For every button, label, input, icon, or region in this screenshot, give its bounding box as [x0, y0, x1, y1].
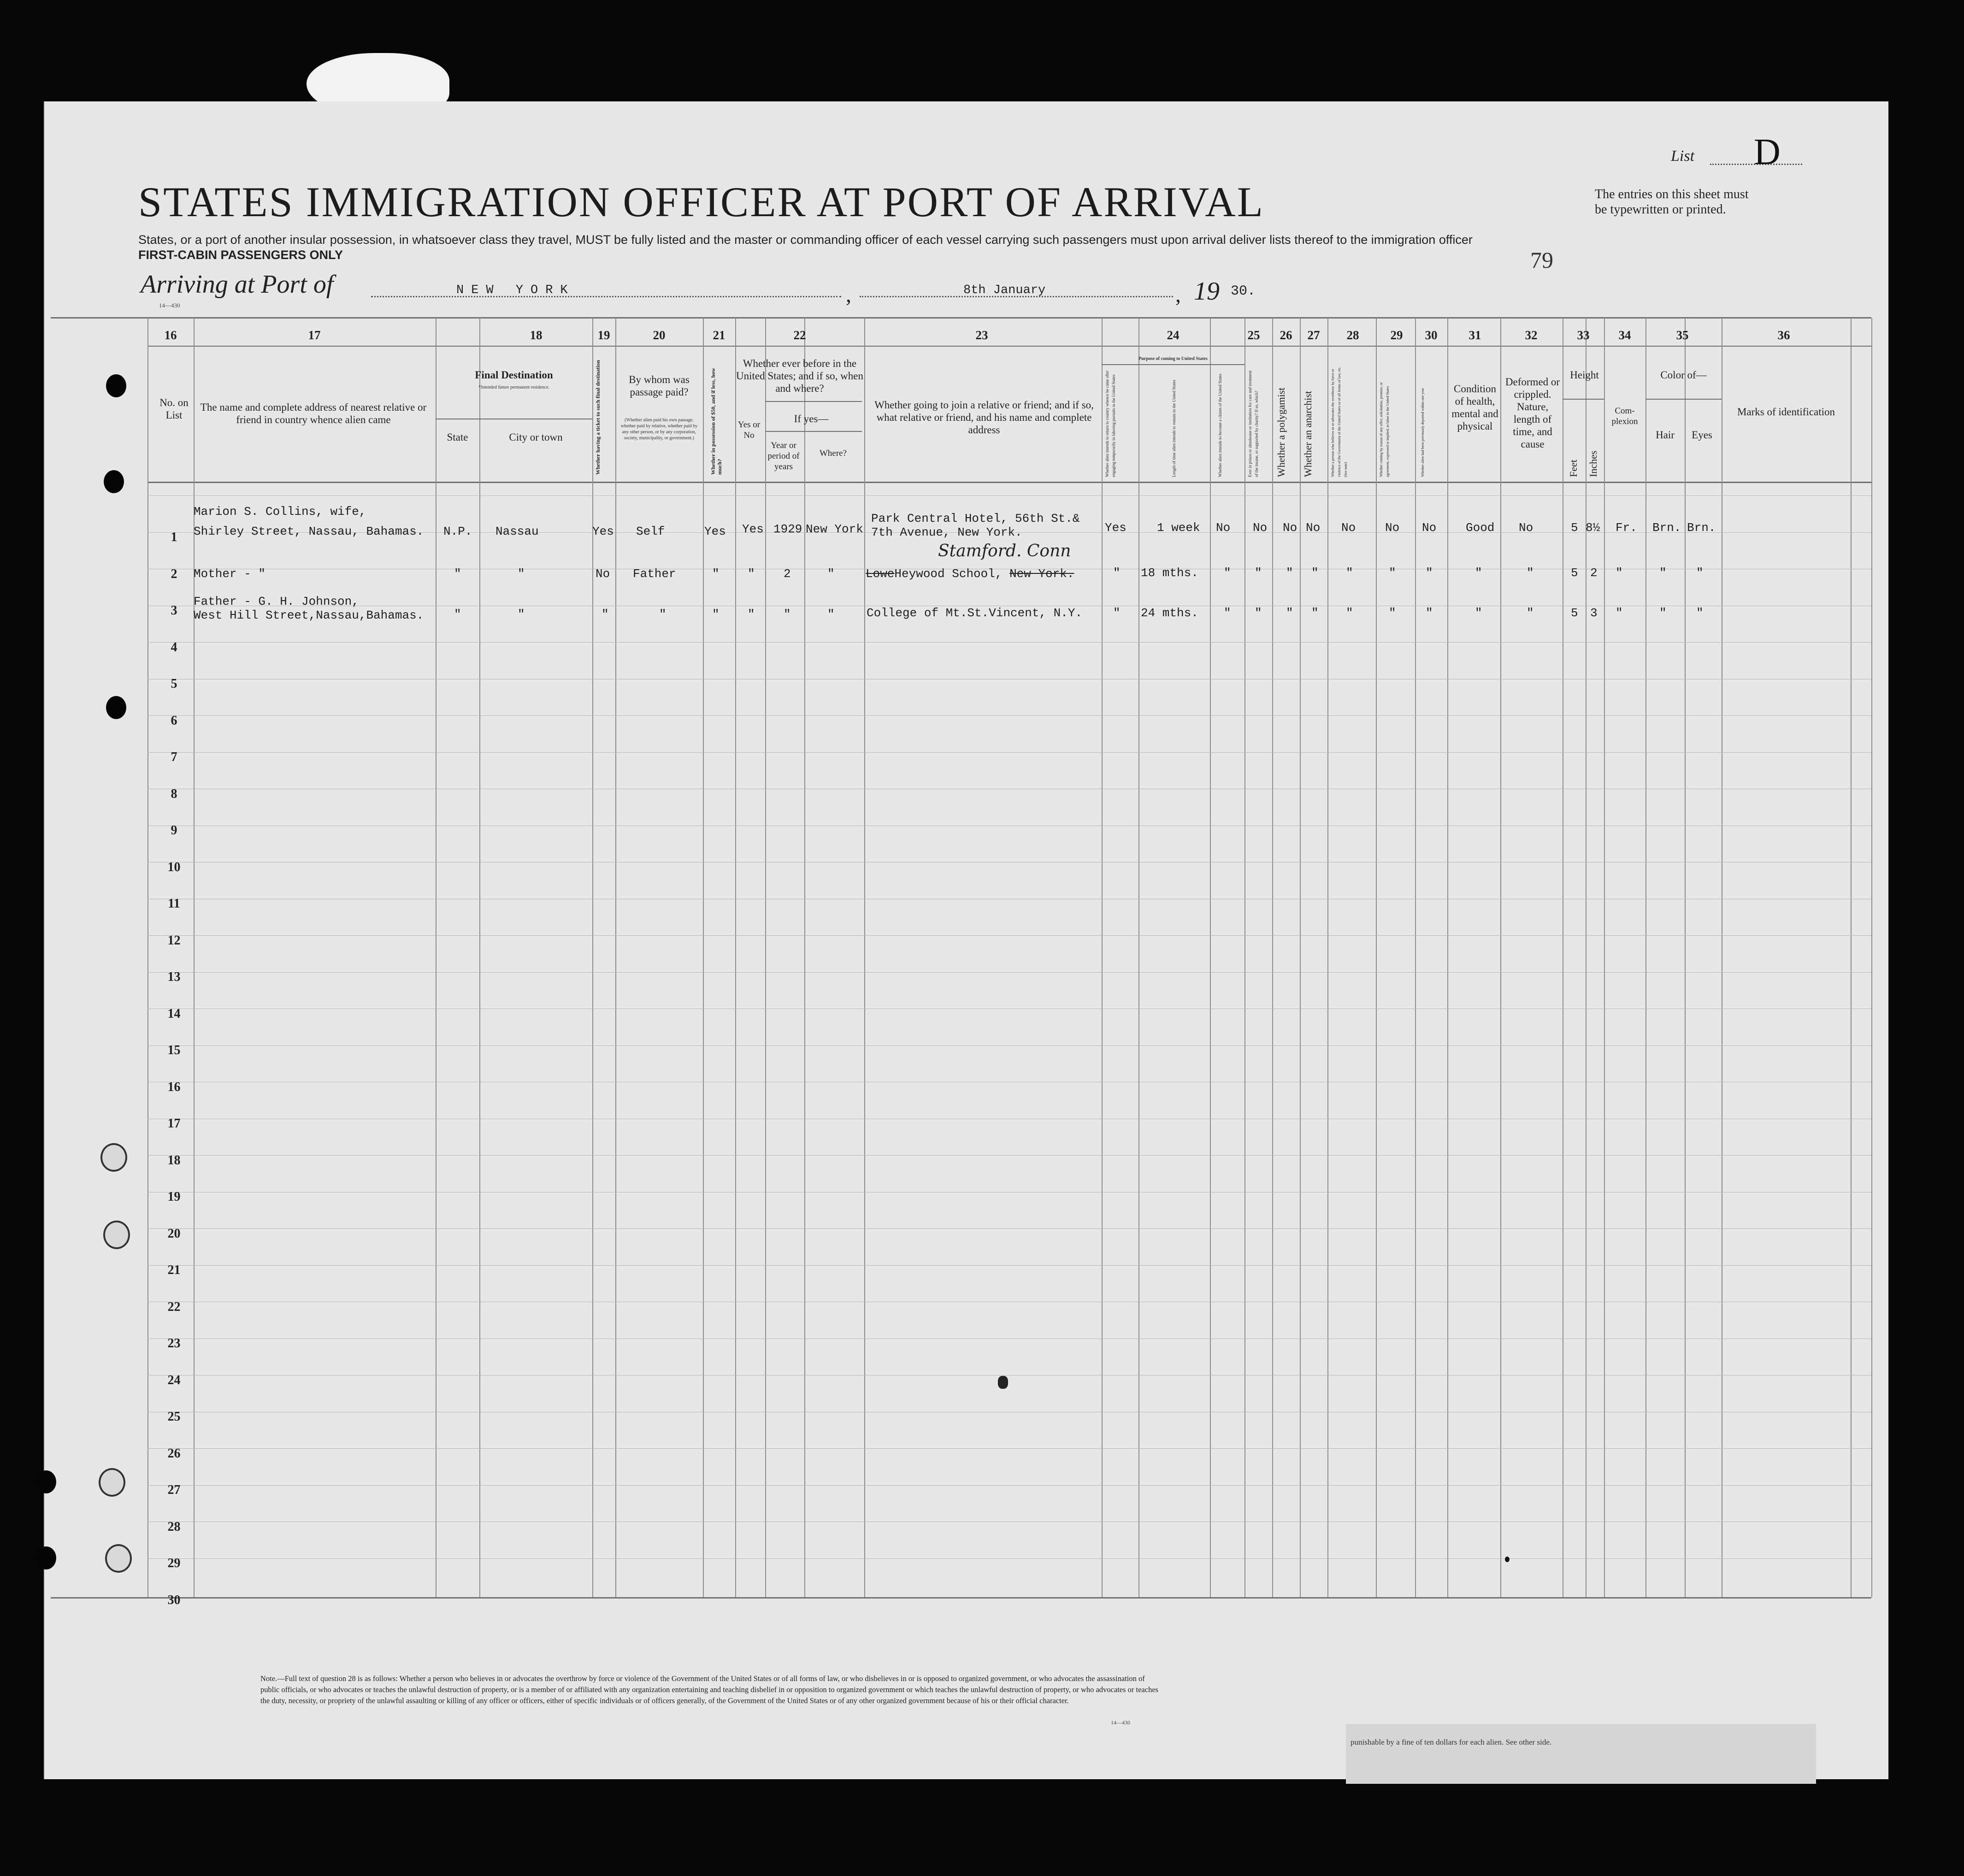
header-citizen: Whether alien intends to become a citizen of the United States	[1218, 373, 1222, 477]
column-number: 30	[1425, 328, 1438, 342]
column-number: 33	[1577, 328, 1590, 342]
column-rule	[479, 318, 480, 1597]
row-rule	[147, 972, 1871, 973]
arriving-label: Arriving at Port of	[141, 270, 334, 299]
row2-handwritten-correction: Stamford. Conn	[938, 542, 1071, 560]
row-rule	[147, 1228, 1871, 1229]
header-ticket: Whether having a ticket to such final destination	[595, 360, 601, 475]
date-value: 8th January	[963, 283, 1046, 297]
row-rule	[147, 1045, 1871, 1046]
header-purpose: Purpose of coming to United States	[1138, 356, 1208, 361]
header-polygamist: Whether a polygamist	[1275, 387, 1287, 477]
binder-ring	[99, 1468, 125, 1497]
row-number: 16	[167, 1080, 181, 1094]
row-rule	[147, 1558, 1871, 1559]
row3-feet: 5	[1571, 606, 1578, 620]
row2-fifty: "	[712, 567, 720, 581]
header-complexion: Com-plexion	[1611, 406, 1638, 426]
row-rule	[147, 1448, 1871, 1449]
column-number: 17	[308, 328, 321, 342]
row1-join-line2: 7th Avenue, New York.	[871, 525, 1022, 539]
row1-length: 1 week	[1157, 521, 1200, 535]
row1-deformed: No	[1519, 521, 1533, 535]
column-rule	[804, 318, 805, 1597]
row-rule	[147, 935, 1871, 936]
header-purpose-length: Length of time alien intends to remain in the United States	[1172, 380, 1176, 477]
row2-deformed: "	[1527, 566, 1534, 580]
row3-ticket: "	[602, 608, 609, 621]
footer-form-number: 14—430	[1111, 1719, 1130, 1726]
row3-where: "	[827, 608, 835, 621]
header-prison: Ever in prison or almshouse or institution for care and treatment of the insane, or supported by charity? If so, which?	[1248, 371, 1259, 477]
row3-purpose: "	[1113, 606, 1121, 620]
header-no-on-list: No. on List	[159, 397, 189, 421]
column-number: 26	[1280, 328, 1292, 342]
row2-city: "	[518, 567, 525, 581]
row-number: 8	[171, 786, 177, 801]
subheader-rule	[765, 401, 862, 402]
column-number: 27	[1307, 328, 1320, 342]
comma: ,	[1175, 283, 1181, 307]
subheader-rule	[1102, 364, 1244, 365]
row2-complexion: "	[1616, 566, 1623, 580]
manifest-sheet	[44, 101, 1888, 1779]
port-line	[371, 296, 841, 297]
column-rule	[1604, 318, 1605, 1597]
row3-polygamist: "	[1286, 606, 1293, 620]
row2-feet: 5	[1571, 566, 1578, 580]
column-rule	[1376, 318, 1377, 1597]
row1-q30: No	[1422, 521, 1437, 535]
row1-anarchist: No	[1306, 521, 1321, 535]
row-number: 11	[168, 897, 180, 911]
row2-eyes: "	[1696, 566, 1704, 580]
column-number: 36	[1777, 328, 1790, 342]
header-color-of: Color of—	[1660, 369, 1707, 381]
header-ever-before: Whether ever before in the United States; and if so, when and where?	[736, 358, 863, 394]
row1-year: 1929	[773, 522, 802, 536]
column-number: 35	[1676, 328, 1689, 342]
header-passage-note: (Whether alien paid his own passage, whether paid by relative, whether paid by any other person, or by any corporation, society, municipality, or government.)	[620, 418, 698, 441]
stamp-number: 79	[1530, 247, 1553, 273]
column-rule	[765, 318, 766, 1597]
column-rule	[1685, 318, 1686, 1597]
row2-ticket: No	[596, 567, 610, 581]
row2-q29: "	[1389, 566, 1396, 580]
row-number: 22	[167, 1299, 181, 1314]
column-number: 24	[1167, 328, 1180, 342]
table-top-rule	[51, 317, 1871, 319]
column-rule	[1500, 318, 1501, 1597]
header-yes-no: Yes or No	[737, 420, 761, 440]
row-rule	[147, 1265, 1871, 1266]
row1-fifty: Yes	[704, 525, 726, 538]
column-rule	[1210, 318, 1211, 1597]
row1-hair: Brn.	[1652, 521, 1681, 535]
row-number: 3	[171, 603, 177, 618]
row1-eyes: Brn.	[1687, 521, 1716, 535]
column-rule	[1300, 318, 1301, 1597]
ink-dot	[1505, 1557, 1510, 1562]
underlying-sheet-text: punishable by a fine of ten dollars for each alien. See other side.	[1351, 1738, 1552, 1746]
column-number: 32	[1525, 328, 1538, 342]
header-height: Height	[1570, 369, 1599, 381]
row3-citizen: "	[1224, 606, 1231, 620]
row2-hair: "	[1659, 566, 1667, 580]
subheader-rule	[1563, 399, 1604, 400]
row-number: 10	[167, 860, 181, 874]
header-final-destination: Final Destination	[475, 369, 553, 381]
binder-hole	[36, 1546, 56, 1569]
header-deformed: Deformed or crippled. Nature, length of time, and cause	[1505, 376, 1560, 450]
row-number: 7	[171, 750, 177, 764]
binder-hole	[104, 470, 124, 493]
row2-paid: Father	[633, 567, 676, 581]
row-number: 17	[167, 1116, 181, 1131]
row-number: 28	[167, 1519, 181, 1534]
row1-paid: Self	[636, 525, 665, 538]
row-number: 23	[167, 1336, 181, 1351]
question-28-note: Note.—Full text of question 28 is as follows: Whether a person who believes in or advocates the overthrow by force or violence of the Government of the United States or of all forms of law, or who disbelieves in or is opposed to organized government, or who advocates the assassination of public officials, or who advocates or teaches the unlawful destruction of property, or is a member of or affiliated with any organization entertaining and teaching disbelief in or opposition to organized government or which teaches the unlawful destruction of property, or who advocates or teaches the duty, necessity, or propriety of the unlawful assaulting or killing of any officer or officers, either of specific individuals or of officers generally, of the Government of the United States or of any other organized government because of his or their official character.	[260, 1674, 1159, 1705]
row2-join	[866, 567, 1074, 581]
column-number: 22	[793, 328, 806, 342]
entries-note	[1595, 187, 1749, 217]
row2-before: "	[748, 567, 755, 581]
row-number: 20	[167, 1226, 181, 1241]
row1-polygamist: No	[1283, 521, 1298, 535]
row1-relative-name: Marion S. Collins, wife,	[194, 505, 366, 519]
header-q28: Whether a person who believes in or advocates the overthrow by force or violence of the Government of the United States or of all forms of law, etc. (See note)	[1331, 366, 1348, 477]
column-rule	[1586, 318, 1587, 1597]
header-purpose-return: Whether alien intends to return to country whence he came after engaging temporarily in laboring pursuits in the United States	[1105, 370, 1116, 477]
entries-note-line: The entries on this sheet must	[1595, 187, 1749, 201]
row2-polygamist: "	[1286, 566, 1293, 580]
header-marks: Marks of identification	[1737, 406, 1835, 418]
row2-q28: "	[1346, 566, 1353, 580]
row1-citizen: No	[1216, 521, 1231, 535]
row3-anarchist: "	[1311, 606, 1319, 620]
row3-relative-address: West Hill Street,Nassau,Bahamas.	[194, 608, 424, 622]
row1-q28: No	[1341, 521, 1356, 535]
header-inches: Inches	[1587, 450, 1599, 477]
row3-prison: "	[1255, 606, 1262, 620]
header-fifty-dollars: Whether in possession of $50, and if less, how much?	[710, 368, 723, 475]
row2-join-school: Heywood School,	[894, 567, 1003, 581]
row-rule	[147, 1155, 1871, 1156]
column-number: 29	[1390, 328, 1403, 342]
comma: ,	[846, 283, 851, 307]
row2-q30: "	[1426, 566, 1433, 580]
row3-inches: 3	[1590, 606, 1598, 620]
row3-hair: "	[1659, 606, 1667, 620]
row2-join-struck-prefix: Lowe	[866, 567, 895, 581]
column-rule	[615, 318, 616, 1597]
list-letter: D	[1754, 132, 1781, 172]
column-rule	[592, 318, 593, 1597]
row-number: 5	[171, 677, 177, 691]
row-rule	[147, 642, 1871, 643]
column-rule	[735, 318, 736, 1597]
row3-length: 24 mths.	[1141, 606, 1198, 620]
row3-before: "	[748, 608, 755, 621]
column-rule	[1327, 318, 1328, 1597]
column-rule	[1871, 318, 1872, 1597]
row1-feet: 5	[1571, 521, 1578, 535]
column-number: 23	[975, 328, 988, 342]
entries-note-line: be typewritten or printed.	[1595, 202, 1726, 217]
binder-hole	[36, 1470, 56, 1493]
column-number: 31	[1469, 328, 1481, 342]
row-rule	[147, 752, 1871, 753]
header-passage-paid: By whom was passage paid?	[629, 374, 690, 398]
column-rule	[864, 318, 865, 1597]
list-label: List	[1671, 147, 1695, 165]
row1-complexion: Fr.	[1616, 521, 1637, 535]
column-rule	[1851, 318, 1852, 1597]
row-number: 12	[167, 933, 181, 948]
row-rule	[147, 1485, 1871, 1486]
row2-state: "	[454, 567, 461, 581]
row2-relative: Mother - "	[194, 567, 266, 581]
row1-where: New York	[806, 522, 863, 536]
header-state: State	[447, 431, 468, 443]
row2-citizen: "	[1224, 566, 1231, 580]
header-city: City or town	[509, 431, 563, 443]
row-number: 21	[167, 1263, 181, 1277]
header-if-yes: If yes—	[794, 413, 829, 425]
instructions-line: States, or a port of another insular possession, in whatsoever class they travel, MUST be fully listed and the master or commanding officer of each vessel carrying such passengers must upon arrival deliver lists thereof to the immigration officer	[138, 233, 1473, 247]
column-rule	[1102, 318, 1103, 1597]
row3-q29: "	[1389, 606, 1396, 620]
subheader-rule	[1646, 399, 1722, 400]
header-q29: Whether coming by reason of any offer, solicitation, promise, or agreement, expressed or implied, to labor in the United States	[1379, 382, 1390, 477]
row3-eyes: "	[1696, 606, 1704, 620]
header-hair: Hair	[1656, 429, 1675, 441]
ink-speck	[998, 1376, 1008, 1389]
binder-ring	[100, 1143, 127, 1172]
row1-relative-address: Shirley Street, Nassau, Bahamas.	[194, 525, 424, 538]
header-eyes: Eyes	[1692, 429, 1712, 441]
port-value: NEW YORK	[456, 283, 575, 297]
colnum-rule	[147, 346, 1871, 347]
row2-health: "	[1475, 566, 1482, 580]
column-number: 21	[713, 328, 725, 342]
row3-city: "	[518, 608, 525, 621]
row2-purpose: "	[1113, 566, 1121, 580]
header-joining-relative: Whether going to join a relative or friend; and if so, what relative or friend, and his name and complete address	[874, 399, 1094, 436]
column-number: 25	[1247, 328, 1260, 342]
row2-inches: 2	[1590, 566, 1598, 580]
row-number: 19	[167, 1190, 181, 1204]
column-rule	[1415, 318, 1416, 1597]
binder-hole	[106, 374, 126, 397]
header-bottom-rule	[147, 482, 1871, 483]
header-nearest-relative: The name and complete address of nearest relative or friend in country whence alien came	[200, 401, 427, 425]
row3-state: "	[454, 608, 461, 621]
row-number: 6	[171, 713, 177, 728]
class-line: FIRST-CABIN PASSENGERS ONLY	[138, 248, 343, 262]
header-q30: Whether alien had been previously deported within one year	[1421, 388, 1425, 477]
row-number: 2	[171, 566, 177, 581]
subheader-rule	[765, 431, 862, 432]
row-number: 13	[167, 970, 181, 984]
table-bottom-rule	[51, 1597, 1871, 1599]
row-number: 24	[167, 1373, 181, 1387]
row2-year: 2	[784, 567, 791, 581]
column-number: 18	[530, 328, 543, 342]
row3-paid: "	[659, 608, 666, 621]
column-rule	[703, 318, 704, 1597]
row-number: 15	[167, 1043, 181, 1057]
row3-fifty: "	[712, 608, 720, 621]
header-anarchist: Whether an anarchist	[1302, 391, 1314, 477]
row3-year: "	[784, 608, 791, 621]
row-number: 9	[171, 823, 177, 838]
underlying-sheet-edge	[1346, 1724, 1816, 1784]
column-rule	[1244, 318, 1245, 1597]
row2-length: 18 mths.	[1141, 566, 1198, 580]
header-health: Condition of health, mental and physical	[1451, 383, 1498, 432]
row1-city: Nassau	[495, 525, 539, 538]
row-number: 4	[171, 640, 177, 655]
column-number: 19	[597, 328, 610, 342]
row-number: 18	[167, 1153, 181, 1168]
row-number: 14	[167, 1006, 181, 1021]
row3-q28: "	[1346, 606, 1353, 620]
row3-relative-name: Father - G. H. Johnson,	[194, 595, 359, 608]
page-title: STATES IMMIGRATION OFFICER AT PORT OF ARRIVAL	[138, 178, 1264, 225]
row-number: 1	[171, 530, 177, 544]
column-number: 20	[653, 328, 666, 342]
row1-health: Good	[1466, 521, 1495, 535]
row2-prison: "	[1255, 566, 1262, 580]
row-number: 25	[167, 1410, 181, 1424]
binder-hole	[106, 696, 126, 719]
year-prefix: 19	[1194, 277, 1220, 306]
header-where: Where?	[819, 448, 847, 458]
row1-q29: No	[1385, 521, 1400, 535]
row1-purpose: Yes	[1105, 521, 1126, 535]
row3-join: College of Mt.St.Vincent, N.Y.	[867, 606, 1083, 620]
binder-ring	[105, 1544, 132, 1573]
row3-deformed: "	[1527, 606, 1534, 620]
column-rule	[1138, 318, 1139, 1597]
row-number: 27	[167, 1483, 181, 1497]
row3-complexion: "	[1616, 606, 1623, 620]
column-rule	[147, 318, 148, 1597]
binder-ring	[103, 1221, 130, 1249]
column-number: 34	[1618, 328, 1631, 342]
column-rule	[1447, 318, 1448, 1597]
row1-ticket: Yes	[592, 525, 614, 538]
row2-anarchist: "	[1311, 566, 1319, 580]
header-final-destination-note: *Intended future permanent residence.	[478, 385, 549, 390]
header-year-period: Year or period of years	[767, 441, 800, 472]
year-suffix: 30.	[1231, 283, 1256, 299]
column-rule	[1272, 318, 1273, 1597]
row-number: 30	[167, 1593, 181, 1607]
row-number: 29	[167, 1556, 181, 1570]
row-rule	[147, 715, 1871, 716]
row1-state: N.P.	[443, 525, 472, 538]
row1-before: Yes	[742, 522, 764, 536]
form-number: 14—430	[159, 302, 180, 309]
row1-prison: No	[1253, 521, 1268, 535]
column-number: 28	[1346, 328, 1359, 342]
row-number: 26	[167, 1446, 181, 1461]
row1-join-line1: Park Central Hotel, 56th St.&	[871, 512, 1080, 525]
row2-join-struck-city: New York.	[1009, 567, 1074, 581]
row3-q30: "	[1426, 606, 1433, 620]
header-feet: Feet	[1568, 460, 1579, 477]
row2-where: "	[827, 567, 835, 581]
column-number: 16	[164, 328, 177, 342]
row1-inches: 8½	[1586, 521, 1600, 535]
row3-health: "	[1475, 606, 1482, 620]
